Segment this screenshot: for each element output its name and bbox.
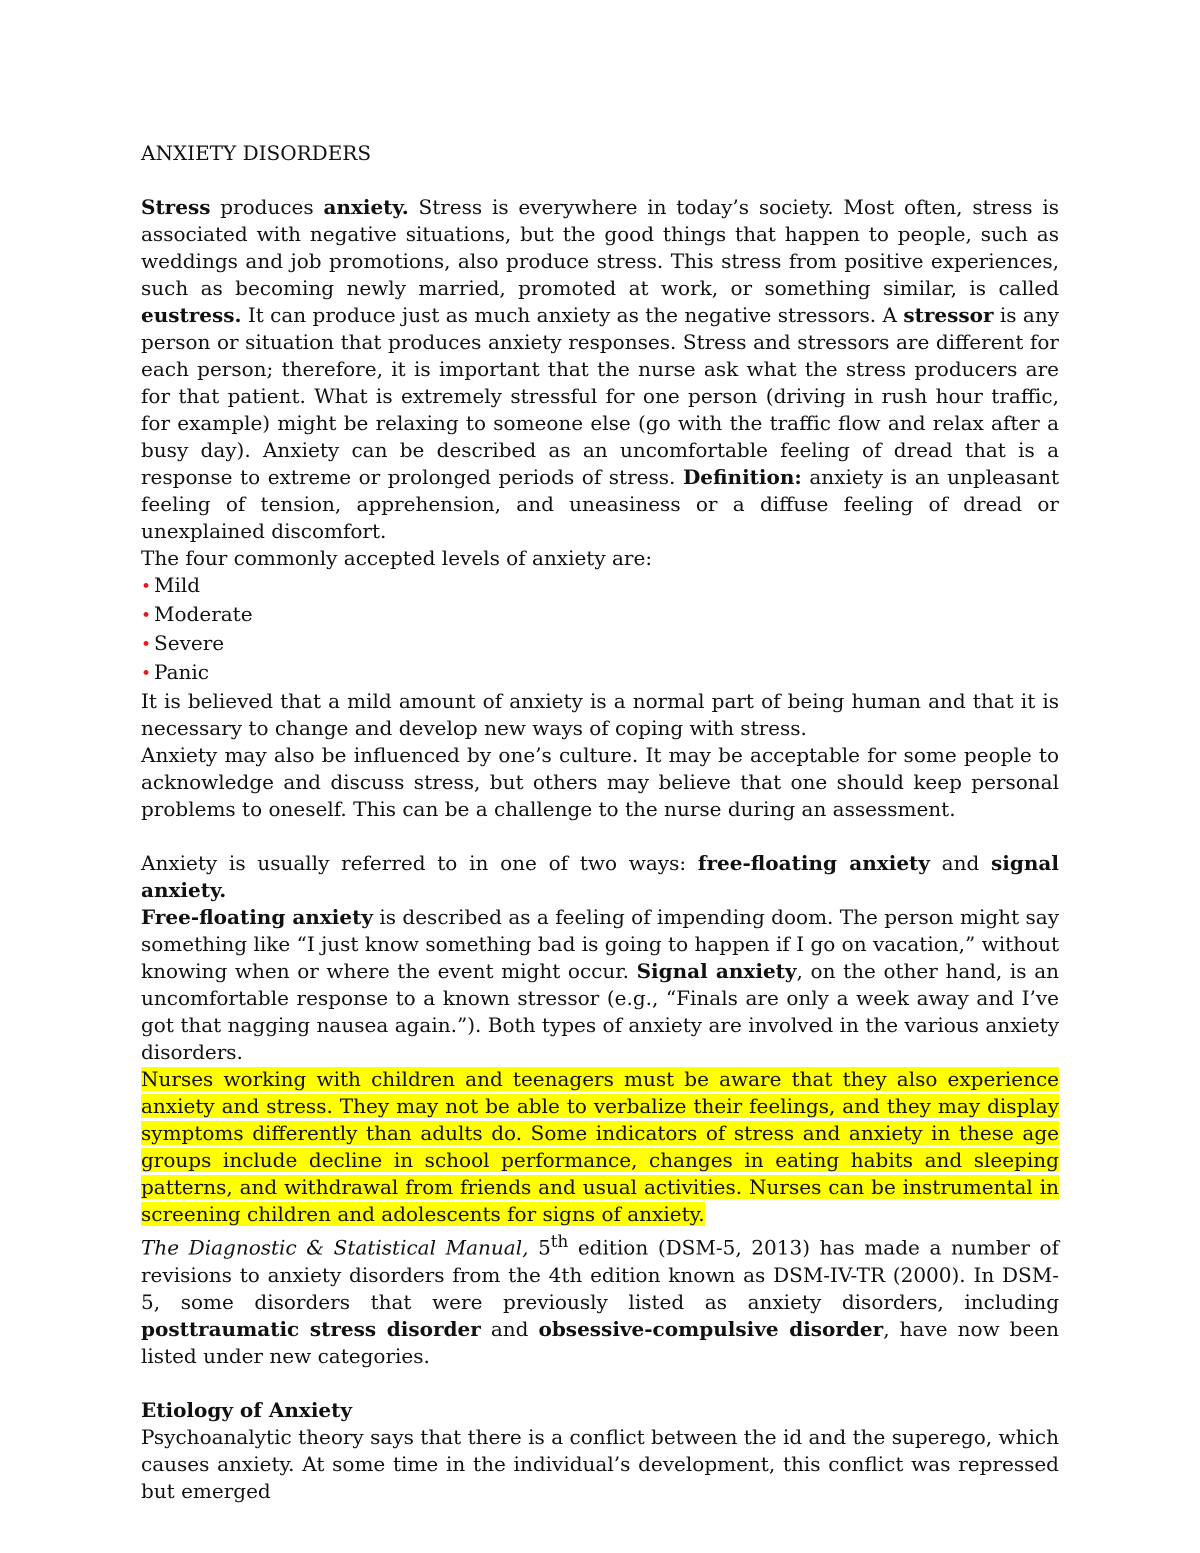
text-run: and bbox=[480, 1316, 539, 1341]
bold-term: eustress. bbox=[141, 303, 242, 327]
bold-term: obsessive-compulsive disorder bbox=[538, 1316, 884, 1341]
two-ways-paragraph bbox=[141, 850, 1059, 904]
bullet-icon: • bbox=[141, 577, 152, 597]
bold-term: signal anxiety. bbox=[141, 851, 1059, 902]
text-run: and bbox=[929, 851, 992, 875]
text-run: 5 bbox=[528, 1235, 551, 1260]
levels-intro: The four commonly accepted levels of anxiety are: bbox=[141, 546, 653, 570]
list-item bbox=[141, 572, 1059, 601]
list-item-label: Mild bbox=[154, 573, 201, 597]
bold-term: Definition: bbox=[682, 465, 802, 489]
text-run: anxiety is an unpleasant feeling of tension, apprehension, and uneasiness or a diffuse feeling of dread or unexplained discomfort. bbox=[141, 465, 1060, 543]
bullet-icon: • bbox=[141, 635, 152, 655]
blank-line bbox=[141, 823, 1059, 850]
psychoanalytic-paragraph: Psychoanalytic theory says that there is a conflict between the id and the superego, which causes anxiety. At some time in the individual’s development, this conflict was repressed but emerged bbox=[141, 1424, 1059, 1503]
list-item bbox=[141, 659, 1059, 688]
text-run: edition (DSM-5, 2013) has made a number of revisions to anxiety disorders from the 4th edition known as DSM-IV-TR (2000). In DSM-5, some disorders that were previously listed as anxiety disorders, including bbox=[141, 1235, 1059, 1314]
text-run: is any person or situation that produces anxiety responses. Stress and stressors are different for each person; therefore, it is important that the nurse ask what the stress producers are for that patient. What is extremely stressful for one person (driving in rush hour traffic, for example) might be relaxing to someone else (go with the traffic flow and relax after a busy day). Anxiety can be described as an uncomfortable feeling of dread that is a response to extreme or prolonged periods of stress. bbox=[141, 303, 1059, 489]
list-item-label: Panic bbox=[154, 660, 209, 684]
children-paragraph bbox=[141, 1066, 1059, 1228]
bold-term: anxiety. bbox=[323, 195, 409, 219]
free-floating-paragraph bbox=[141, 904, 1059, 1066]
text-run: produces bbox=[210, 195, 324, 219]
bold-term: Free-floating anxiety bbox=[141, 905, 373, 929]
superscript: th bbox=[550, 1232, 569, 1251]
list-item-label: Severe bbox=[154, 631, 225, 655]
list-item-label: Moderate bbox=[154, 602, 253, 626]
etiology-heading: Etiology of Anxiety bbox=[141, 1397, 352, 1422]
list-item bbox=[141, 601, 1059, 630]
bold-term: Signal anxiety bbox=[636, 959, 797, 983]
bold-term: Stress bbox=[141, 195, 211, 219]
document-page bbox=[141, 140, 1059, 1505]
text-run: , on the other hand, is an uncomfortable response to a known stressor (e.g., “Finals are only a week away and I’ve got that nagging nausea again.”). Both types of anxiety are involved in the various anxiety disorders. bbox=[141, 959, 1060, 1064]
document-title: ANXIETY DISORDERS bbox=[141, 141, 372, 165]
normal-anxiety-paragraph: It is believed that a mild amount of anxiety is a normal part of being human and that it is necessary to change and develop new ways of coping with stress. bbox=[141, 689, 1059, 740]
highlighted-text: Nurses working with children and teenagers must be aware that they also experience anxiety and stress. They may not be able to verbalize their feelings, and they may display symptoms differently than adults do. Some indicators of stress and anxiety in these age groups include decline in school performance, changes in eating habits and sleeping patterns, and withdrawal from friends and usual activities. Nurses can be instrumental in screening children and adolescents for signs of anxiety. bbox=[141, 1067, 1059, 1226]
culture-paragraph: Anxiety may also be influenced by one’s culture. It may be acceptable for some people to acknowledge and discuss stress, but others may believe that one should keep personal problems to oneself. This can be a challenge to the nurse during an assessment. bbox=[141, 743, 1059, 821]
text-run: , have now been listed under new categories. bbox=[141, 1316, 1060, 1368]
text-run: is described as a feeling of impending doom. The person might say something like “I just know something bad is going to happen if I go on vacation,” without knowing when or where the event might occur. bbox=[141, 905, 1059, 983]
italic-title: The Diagnostic & Statistical Manual, bbox=[141, 1235, 529, 1260]
blank-line bbox=[141, 1370, 1059, 1397]
anxiety-levels-list bbox=[141, 572, 1059, 688]
bullet-icon: • bbox=[141, 606, 152, 626]
text-run: Stress is everywhere in today’s society. Most often, stress is associated with negative situations, but the good things that happen to people, such as weddings and job promotions, also produce stress. This stress from positive experiences, such as becoming newly married, promoted at work, or something similar, is called bbox=[141, 195, 1059, 300]
bullet-icon: • bbox=[141, 664, 152, 684]
list-item bbox=[141, 630, 1059, 659]
text-run: Anxiety is usually referred to in one of two ways: bbox=[141, 851, 698, 875]
stress-paragraph bbox=[141, 194, 1059, 545]
bold-term: stressor bbox=[903, 303, 994, 327]
bold-term: free-floating anxiety bbox=[697, 851, 930, 875]
bold-term: posttraumatic stress disorder bbox=[141, 1316, 481, 1341]
dsm-paragraph bbox=[141, 1228, 1059, 1370]
text-run: It can produce just as much anxiety as the negative stressors. A bbox=[241, 303, 904, 327]
